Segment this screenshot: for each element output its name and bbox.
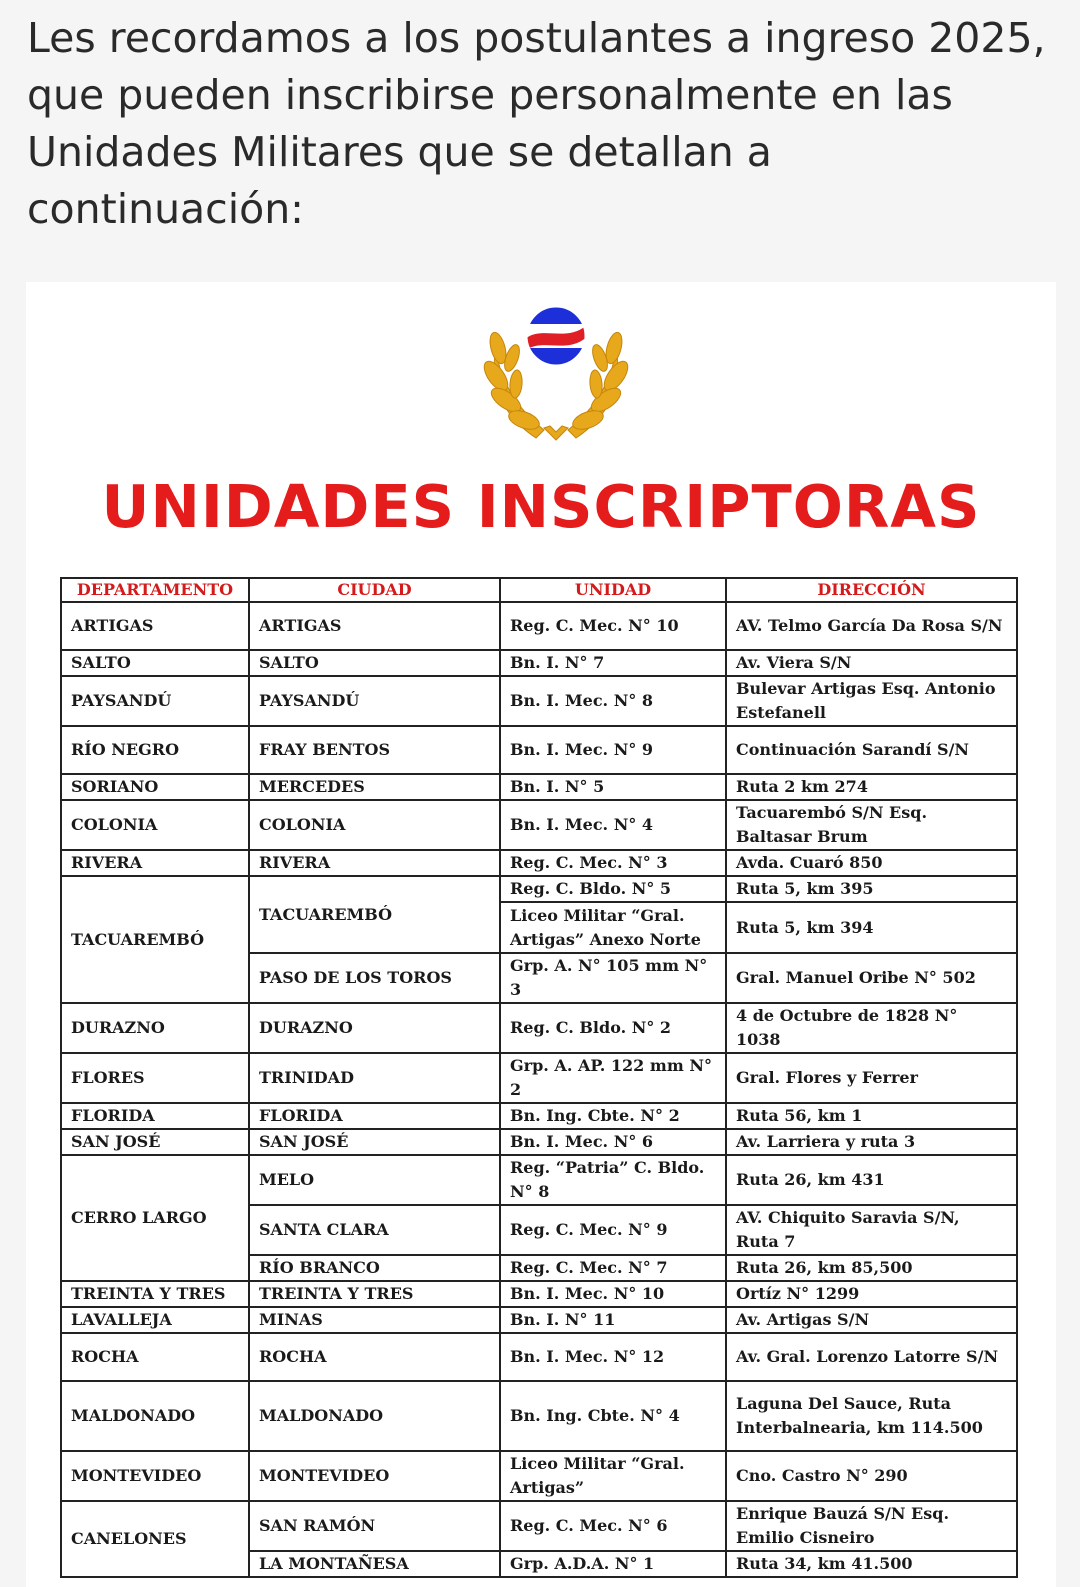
cell-departamento: DURAZNO	[61, 1003, 249, 1053]
cell-unidad: Bn. I. Mec. N° 6	[500, 1129, 726, 1155]
cell-ciudad: ARTIGAS	[249, 602, 500, 650]
table-row	[61, 774, 1017, 800]
table-row	[61, 1103, 1017, 1129]
cell-direccion: Avda. Cuaró 850	[726, 850, 1017, 876]
cell-ciudad: SANTA CLARA	[249, 1205, 500, 1255]
cell-departamento: RÍO NEGRO	[61, 726, 249, 774]
cell-departamento: MALDONADO	[61, 1381, 249, 1451]
cell-ciudad: FLORIDA	[249, 1103, 500, 1129]
table-row	[61, 1381, 1017, 1451]
cell-direccion: Tacuarembó S/N Esq. Baltasar Brum	[726, 800, 1017, 850]
table-row	[61, 650, 1017, 676]
cell-departamento: ARTIGAS	[61, 602, 249, 650]
cell-departamento: CERRO LARGO	[61, 1155, 249, 1281]
cell-ciudad: LA MONTAÑESA	[249, 1551, 500, 1577]
cell-unidad: Grp. A.D.A. N° 1	[500, 1551, 726, 1577]
cell-direccion: 4 de Octubre de 1828 N° 1038	[726, 1003, 1017, 1053]
units-table	[60, 577, 1018, 1578]
table-row	[61, 676, 1017, 726]
table-row	[61, 1501, 1017, 1551]
cell-ciudad: RÍO BRANCO	[249, 1255, 500, 1281]
cell-unidad: Bn. I. Mec. N° 4	[500, 800, 726, 850]
table-row	[61, 726, 1017, 774]
table-row	[61, 602, 1017, 650]
table-row	[61, 800, 1017, 850]
cell-direccion: Ruta 5, km 395	[726, 876, 1017, 902]
cell-ciudad: ROCHA	[249, 1333, 500, 1381]
cell-departamento: FLORIDA	[61, 1103, 249, 1129]
cell-unidad: Reg. “Patria” C. Bldo. N° 8	[500, 1155, 726, 1205]
cell-departamento: COLONIA	[61, 800, 249, 850]
cell-ciudad: SALTO	[249, 650, 500, 676]
cell-direccion: Gral. Flores y Ferrer	[726, 1053, 1017, 1103]
cell-ciudad: SAN RAMÓN	[249, 1501, 500, 1551]
table-row	[61, 1053, 1017, 1103]
cell-ciudad: TRINIDAD	[249, 1053, 500, 1103]
cell-direccion: Av. Viera S/N	[726, 650, 1017, 676]
cell-ciudad: PASO DE LOS TOROS	[249, 953, 500, 1003]
flyer-card	[26, 282, 1056, 1587]
cell-direccion: Ruta 26, km 85,500	[726, 1255, 1017, 1281]
cell-unidad: Bn. I. Mec. N° 9	[500, 726, 726, 774]
cell-departamento: PAYSANDÚ	[61, 676, 249, 726]
cell-unidad: Reg. C. Mec. N° 6	[500, 1501, 726, 1551]
cell-departamento: LAVALLEJA	[61, 1307, 249, 1333]
cell-ciudad: FRAY BENTOS	[249, 726, 500, 774]
cell-departamento: MONTEVIDEO	[61, 1451, 249, 1501]
cell-direccion: AV. Telmo García Da Rosa S/N	[726, 602, 1017, 650]
cell-unidad: Bn. I. Mec. N° 10	[500, 1281, 726, 1307]
intro-paragraph: Les recordamos a los postulantes a ingreso 2025, que pueden inscribirse personalmente en las Unidades Militares que se detallan a continuación:	[27, 14, 1046, 233]
cell-ciudad: RIVERA	[249, 850, 500, 876]
table-row	[61, 1155, 1017, 1205]
table-header-row	[61, 578, 1017, 602]
cell-unidad: Reg. C. Bldo. N° 5	[500, 876, 726, 902]
cell-ciudad: MERCEDES	[249, 774, 500, 800]
cell-unidad: Bn. I. N° 7	[500, 650, 726, 676]
column-header-unidad: UNIDAD	[500, 578, 726, 602]
cell-departamento: CANELONES	[61, 1501, 249, 1577]
cell-direccion: Ruta 2 km 274	[726, 774, 1017, 800]
cell-ciudad: TACUAREMBÓ	[249, 876, 500, 953]
cell-direccion: Cno. Castro N° 290	[726, 1451, 1017, 1501]
cell-direccion: Ruta 5, km 394	[726, 902, 1017, 953]
cell-departamento: FLORES	[61, 1053, 249, 1103]
cell-unidad: Reg. C. Mec. N° 7	[500, 1255, 726, 1281]
cell-unidad: Reg. C. Mec. N° 9	[500, 1205, 726, 1255]
cell-departamento: SORIANO	[61, 774, 249, 800]
cell-ciudad: MALDONADO	[249, 1381, 500, 1451]
cell-unidad: Grp. A. N° 105 mm N° 3	[500, 953, 726, 1003]
table-row	[61, 876, 1017, 902]
cell-direccion: Enrique Bauzá S/N Esq. Emilio Cisneiro	[726, 1501, 1017, 1551]
cell-departamento: RIVERA	[61, 850, 249, 876]
cell-unidad: Bn. I. N° 11	[500, 1307, 726, 1333]
cell-ciudad: SAN JOSÉ	[249, 1129, 500, 1155]
table-row	[61, 1333, 1017, 1381]
cell-unidad: Reg. C. Bldo. N° 2	[500, 1003, 726, 1053]
cell-ciudad: MELO	[249, 1155, 500, 1205]
cell-unidad: Liceo Militar “Gral. Artigas”	[500, 1451, 726, 1501]
page-title: UNIDADES INSCRIPTORAS	[101, 472, 981, 541]
cell-unidad: Grp. A. AP. 122 mm N° 2	[500, 1053, 726, 1103]
cell-direccion: Av. Larriera y ruta 3	[726, 1129, 1017, 1155]
table-row	[61, 850, 1017, 876]
cell-ciudad: PAYSANDÚ	[249, 676, 500, 726]
table-row	[61, 1307, 1017, 1333]
table-row	[61, 1129, 1017, 1155]
cell-departamento: SALTO	[61, 650, 249, 676]
column-header-departamento: DEPARTAMENTO	[61, 578, 249, 602]
cell-direccion: Ruta 56, km 1	[726, 1103, 1017, 1129]
table-row	[61, 1003, 1017, 1053]
cell-unidad: Bn. Ing. Cbte. N° 4	[500, 1381, 726, 1451]
cell-unidad: Reg. C. Mec. N° 3	[500, 850, 726, 876]
cell-direccion: Gral. Manuel Oribe N° 502	[726, 953, 1017, 1003]
cell-departamento: ROCHA	[61, 1333, 249, 1381]
column-header-direccion: DIRECCIÓN	[726, 578, 1017, 602]
cell-departamento: TREINTA Y TRES	[61, 1281, 249, 1307]
cell-ciudad: DURAZNO	[249, 1003, 500, 1053]
cell-unidad: Bn. I. Mec. N° 8	[500, 676, 726, 726]
army-laurel-emblem-icon	[466, 288, 646, 448]
cell-departamento: SAN JOSÉ	[61, 1129, 249, 1155]
cell-ciudad: COLONIA	[249, 800, 500, 850]
cell-direccion: Av. Gral. Lorenzo Latorre S/N	[726, 1333, 1017, 1381]
cell-unidad: Reg. C. Mec. N° 10	[500, 602, 726, 650]
cell-direccion: Bulevar Artigas Esq. Antonio Estefanell	[726, 676, 1017, 726]
cell-direccion: Continuación Sarandí S/N	[726, 726, 1017, 774]
cell-departamento: TACUAREMBÓ	[61, 876, 249, 1003]
cell-ciudad: TREINTA Y TRES	[249, 1281, 500, 1307]
cell-unidad: Bn. I. Mec. N° 12	[500, 1333, 726, 1381]
cell-unidad: Liceo Militar “Gral. Artigas” Anexo Norte	[500, 902, 726, 953]
cell-ciudad: MONTEVIDEO	[249, 1451, 500, 1501]
table-row	[61, 1451, 1017, 1501]
cell-direccion: Av. Artigas S/N	[726, 1307, 1017, 1333]
cell-direccion: AV. Chiquito Saravia S/N, Ruta 7	[726, 1205, 1017, 1255]
cell-direccion: Ortíz N° 1299	[726, 1281, 1017, 1307]
cell-unidad: Bn. Ing. Cbte. N° 2	[500, 1103, 726, 1129]
cell-direccion: Ruta 34, km 41.500	[726, 1551, 1017, 1577]
cell-unidad: Bn. I. N° 5	[500, 774, 726, 800]
table-row	[61, 1281, 1017, 1307]
cell-ciudad: MINAS	[249, 1307, 500, 1333]
cell-direccion: Ruta 26, km 431	[726, 1155, 1017, 1205]
column-header-ciudad: CIUDAD	[249, 578, 500, 602]
cell-direccion: Laguna Del Sauce, Ruta Interbalnearia, km 114.500	[726, 1381, 1017, 1451]
